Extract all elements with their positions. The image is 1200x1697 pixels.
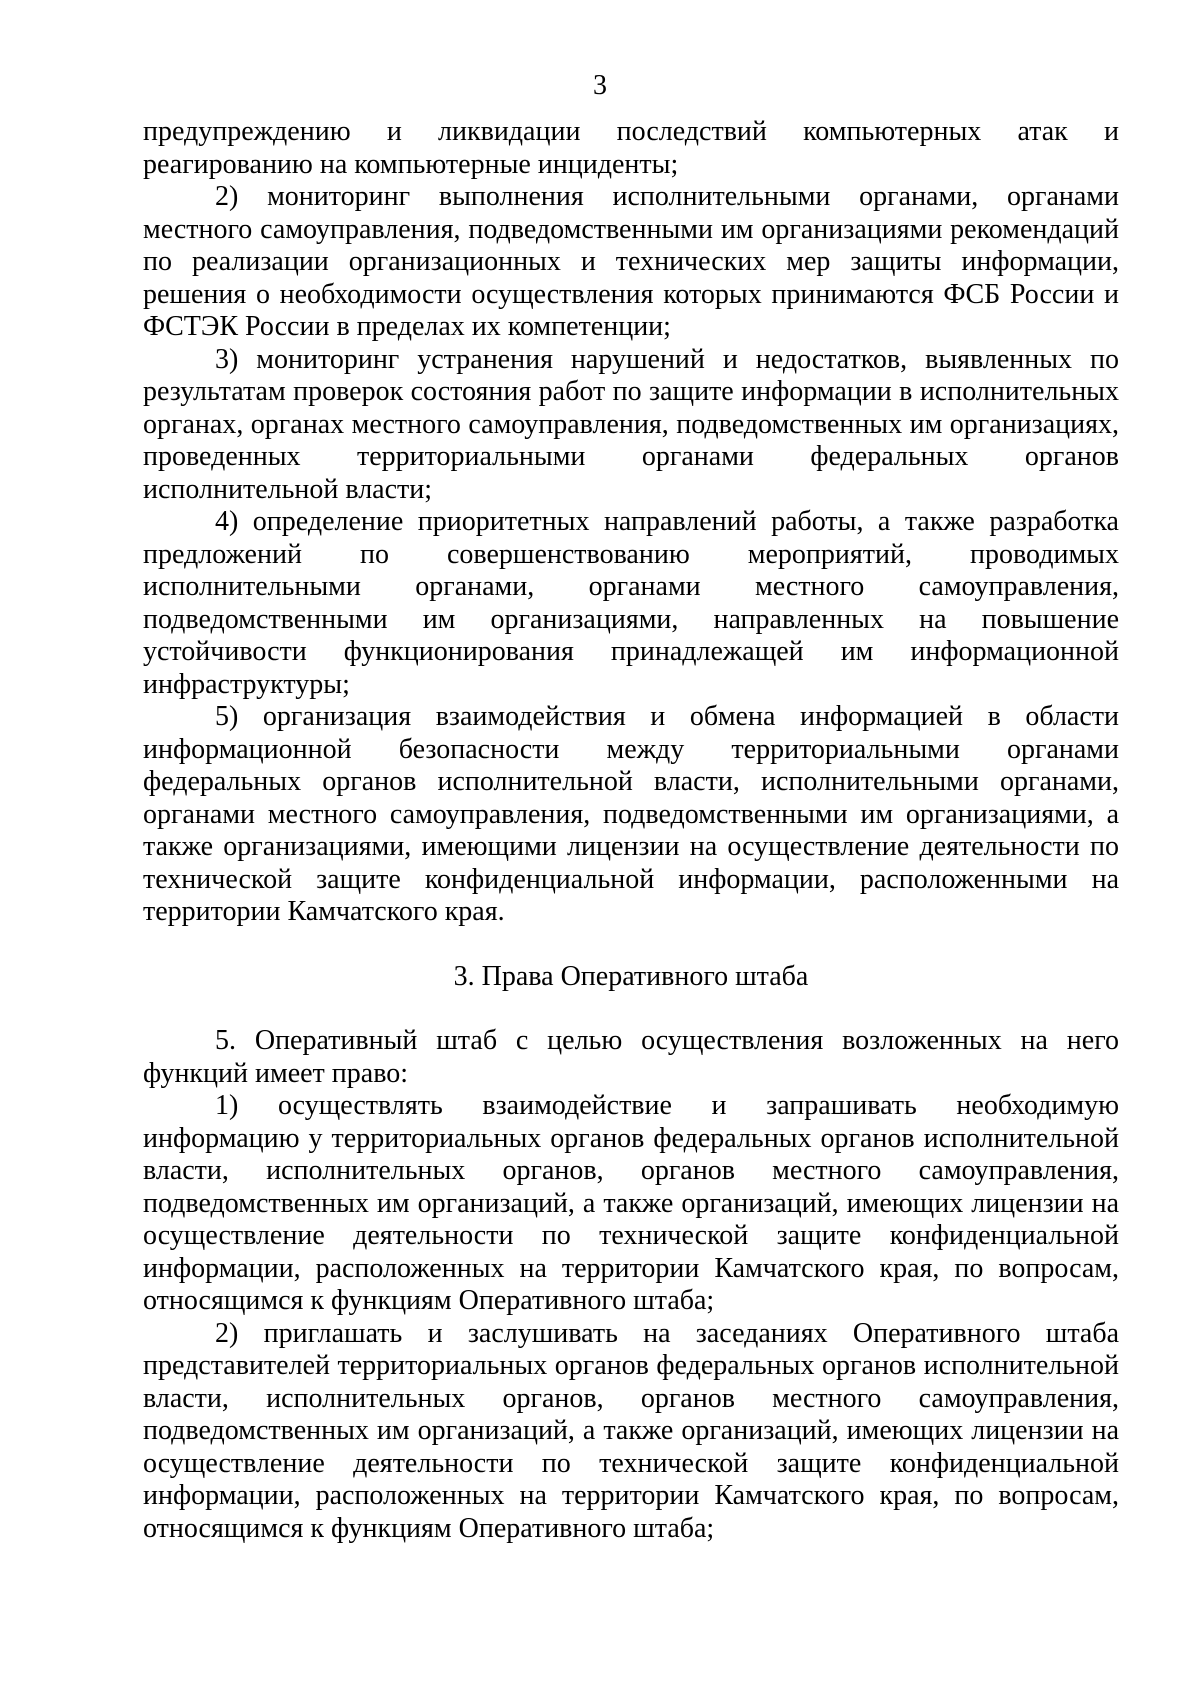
paragraph-clause-5: 5. Оперативный штаб с целью осуществления возложенных на него функций имеет право: bbox=[143, 1025, 1119, 1089]
paragraph-item-5: 5) организация взаимодействия и обмена информацией в области информационной безопасности между территориальными органами федеральных органов исполнительной власти, исполнительными органами, органами местного самоуправления, подведомственными им организациями, а также организациями, имеющими лицензии на осуществление деятельности по технической защите конфиденциальной информации, расположенными на территории Камчатского края. bbox=[143, 701, 1119, 927]
page-number: 3 bbox=[593, 70, 607, 101]
section-heading: 3. Права Оперативного штаба bbox=[453, 960, 809, 992]
paragraph-item-2: 2) мониторинг выполнения исполнительными органами, органами местного самоуправления, подведомственными им организациями рекомендаций по реализации организационных и технических мер защиты информации, решения о необходимости осуществления которых принимаются ФСБ России и ФСТЭК России в пределах их компетенции; bbox=[143, 181, 1119, 342]
paragraph-right-2: 2) приглашать и заслушивать на заседаниях Оперативного штаба представителей территориальных органов федеральных органов исполнительной власти, исполнительных органов, органов местного самоуправления, подведомственных им организаций, а также организаций, имеющих лицензии на осуществление деятельности по технической защите конфиденциальной информации, расположенных на территории Камчатского края, по вопросам, относящимся к функциям Оперативного штаба; bbox=[143, 1317, 1119, 1544]
document-body bbox=[143, 116, 1119, 1545]
paragraph-continuation: предупреждению и ликвидации последствий компьютерных атак и реагированию на компьютерные инциденты; bbox=[143, 116, 1119, 180]
paragraph-item-4: 4) определение приоритетных направлений работы, а также разработка предложений по совершенствованию мероприятий, проводимых исполнительными органами, органами местного самоуправления, подведомственными им организациями, направленных на повышение устойчивости функционирования принадлежащей им информационной инфраструктуры; bbox=[143, 506, 1119, 700]
paragraph-item-3: 3) мониторинг устранения нарушений и недостатков, выявленных по результатам проверок состояния работ по защите информации в исполнительных органах, органах местного самоуправления, подведомственных им организациях, проведенных территориальными органами федеральных органов исполнительной власти; bbox=[143, 343, 1119, 505]
paragraph-right-1: 1) осуществлять взаимодействие и запрашивать необходимую информацию у территориальных органов федеральных органов исполнительной власти, исполнительных органов, органов местного самоуправления, подведомственных им организаций, а также организаций, имеющих лицензии на осуществление деятельности по технической защите конфиденциальной информации, расположенных на территории Камчатского края, по вопросам, относящимся к функциям Оперативного штаба; bbox=[143, 1090, 1119, 1316]
